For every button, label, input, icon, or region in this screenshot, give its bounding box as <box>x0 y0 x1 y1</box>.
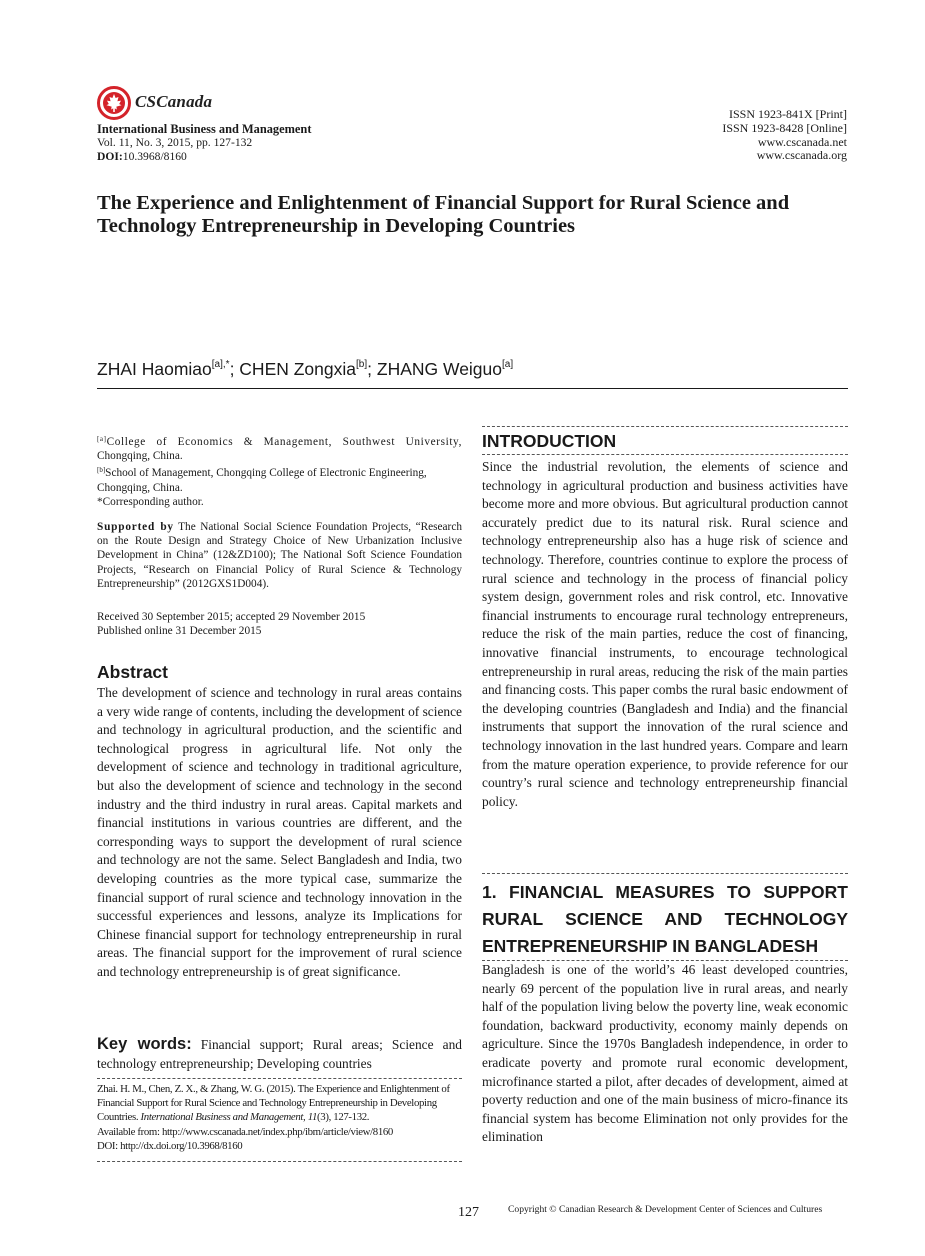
author-name: CHEN Zongxia <box>239 359 357 379</box>
maple-leaf-logo-icon <box>97 86 131 120</box>
introduction-divider-top <box>482 426 848 427</box>
affiliation-a-city: Chongqing, China. <box>97 450 183 463</box>
section1-body: Bangladesh is one of the world’s 46 least developed countries, nearly 69 percent of the population live in rural areas, and nearly half of the population living below the poverty line, weak economic foundation, backward productivity, economy mainly depends on agriculture. Since the 1970s Bangladesh independence, in order to eradicate poverty and promote rural economic development, microfinance started a pilot, after decades of development, aimed at poverty reduction and one of the main business of micro-finance its financial system has become Elimination not only provides for the elimination <box>482 962 848 1145</box>
copyright-notice: Copyright © Canadian Research & Development Center of Sciences and Cultures <box>508 1204 823 1215</box>
introduction-body: Since the industrial revolution, the elements of science and technology in agricultural production and business activities have become more and more obvious. But agricultural production cannot accurately predict due to its natural risk. Rural science and technology entrepreneurship also has a huge risk of science and technology. Therefore, countries continue to explore the process of rural science and technology in the process of financial policy system design, government roles and risk control, etc. Innovative financial instruments to encourage rural technology entrepreneurs, reduce the risk of the main parties, reduce the cost of financing, innovative financial instruments, to encourage technological entrepreneurship in rural areas, reducing the risk of the main parties and financing costs. This paper combs the rural basic endowment of the developing countries (Bangladesh and India) and the financial instruments that support the innovation of the rural science and technology innovation in the last hundred years. Compare and learn from the mature operation experience, to provide reference for our country’s rural science and technology entrepreneurship financial policy. <box>482 459 848 809</box>
affiliation-mark: [b] <box>97 466 106 475</box>
article-dates <box>97 610 462 638</box>
citation-journal: International Business and Management, 11 <box>140 1111 318 1124</box>
citation-url[interactable]: Available from: http://www.cscanada.net/index.php/ibm/article/view/8160 <box>97 1125 393 1138</box>
keywords <box>97 1035 462 1073</box>
introduction-divider-bottom <box>482 454 848 455</box>
abstract-heading: Abstract <box>97 662 168 682</box>
section1-heading-line: ENTREPRENEURSHIP IN BANGLADESH <box>482 936 819 956</box>
author-divider <box>97 388 848 389</box>
citation-block <box>97 1082 462 1153</box>
page-number: 127 <box>458 1205 479 1220</box>
volume-info: Vol. 11, No. 3, 2015, pp. 127-132 <box>97 136 253 149</box>
affiliation-a: [a]College of Economics & Management, Southwest University, <box>97 435 462 448</box>
author-separator: ; <box>229 359 240 379</box>
citation-doi[interactable]: DOI: http://dx.doi.org/10.3968/8160 <box>97 1139 243 1152</box>
website-org[interactable]: www.cscanada.org <box>756 148 847 163</box>
received-date: Received 30 September 2015; accepted 29 November 2015 <box>97 611 366 623</box>
issn-online: ISSN 1923-8428 [Online] <box>722 120 847 135</box>
citation-divider-bottom <box>97 1161 462 1162</box>
keywords-text: Financial support; Rural areas; Science and technology entrepreneurship; Developing countries <box>97 1037 463 1071</box>
article-title: The Experience and Enlightenment of Financial Support for Rural Science and Technology Entrepreneurship in Developing Countries <box>97 192 790 237</box>
citation-divider-top <box>97 1078 462 1079</box>
published-date: Published online 31 December 2015 <box>97 625 262 637</box>
doi-value: 10.3968/8160 <box>122 150 187 163</box>
affiliation-b: [b]School of Management, Chongqing College of Electronic Engineering, <box>97 466 427 480</box>
issn-block <box>722 108 847 163</box>
affiliations <box>97 432 462 509</box>
affiliation-mark: [a] <box>97 435 107 443</box>
introduction-heading: INTRODUCTION <box>482 431 617 451</box>
author-name: ZHANG Weiguo <box>376 359 503 379</box>
abstract-body: The development of science and technology in rural areas contains a very wide range of contents, including the development of science and technology in agricultural production, and the scientific and technological progress in agricultural life. Not only the development of science and technology in traditional agriculture, but also the development of science and technology in the second industry and the third industry in rural areas. Capital markets and financial institutions in various countries are different, and the corresponding ways to support the development of rural science and technology are not the same. Select Bangladesh and India, two developing countries as the more typical case, summarize the financial support of rural science and technology innovation in the successful experiences and lessons, analyze its Implications for Chinese financial support for technology entrepreneurship in rural areas. The financial support for the improvement of rural science and technology entrepreneurship is of great significance. <box>97 685 462 979</box>
author-affiliation-mark: [b] <box>356 359 368 370</box>
section1-heading-line: 1. FINANCIAL MEASURES TO SUPPORT <box>482 882 848 902</box>
citation-reference: Zhai. H. M., Chen, Z. X., & Zhang, W. G. (2015). The Experience and Enlightenment of Financial Support for Rural Science and Technology Entrepreneurship in Developing Countries. International Business and Management, 11(3), 127-132. <box>97 1083 450 1124</box>
section1-heading-line: RURAL SCIENCE AND TECHNOLOGY <box>482 909 848 929</box>
author-affiliation-mark: [a],* <box>211 359 230 370</box>
author-affiliation-mark: [a] <box>502 359 514 370</box>
website-net[interactable]: www.cscanada.net <box>757 134 847 149</box>
issn-print: ISSN 1923-841X [Print] <box>728 107 847 121</box>
journal-name: International Business and Management <box>97 122 312 136</box>
keywords-label: Key words: <box>97 1035 192 1053</box>
funding-text: The National Social Science Foundation Projects, “Research on the Route Design and Strategy Choice of New Urbanization Inclusive Development in China” (12&ZD100); The National Soft Science Foundation Projects, “Research on Financial Policy of Rural Science & Technology Entrepreneurship” (2012GXS1D004). <box>97 521 462 590</box>
corresponding-author-note: *Corresponding author. <box>97 495 204 508</box>
section1-heading <box>482 879 848 960</box>
logo-text: CSCanada <box>135 92 213 111</box>
publisher-logo <box>97 86 337 122</box>
author-list <box>97 359 513 380</box>
affiliation-b-city: Chongqing, China. <box>97 481 183 494</box>
section1-divider-top <box>482 873 848 874</box>
doi-line <box>97 150 187 164</box>
author-separator: ; <box>367 359 377 379</box>
author-name: ZHAI Haomiao <box>97 359 212 379</box>
funding-label: Supported by <box>97 521 174 533</box>
doi-label: DOI: <box>97 150 123 163</box>
funding-statement <box>97 520 462 591</box>
